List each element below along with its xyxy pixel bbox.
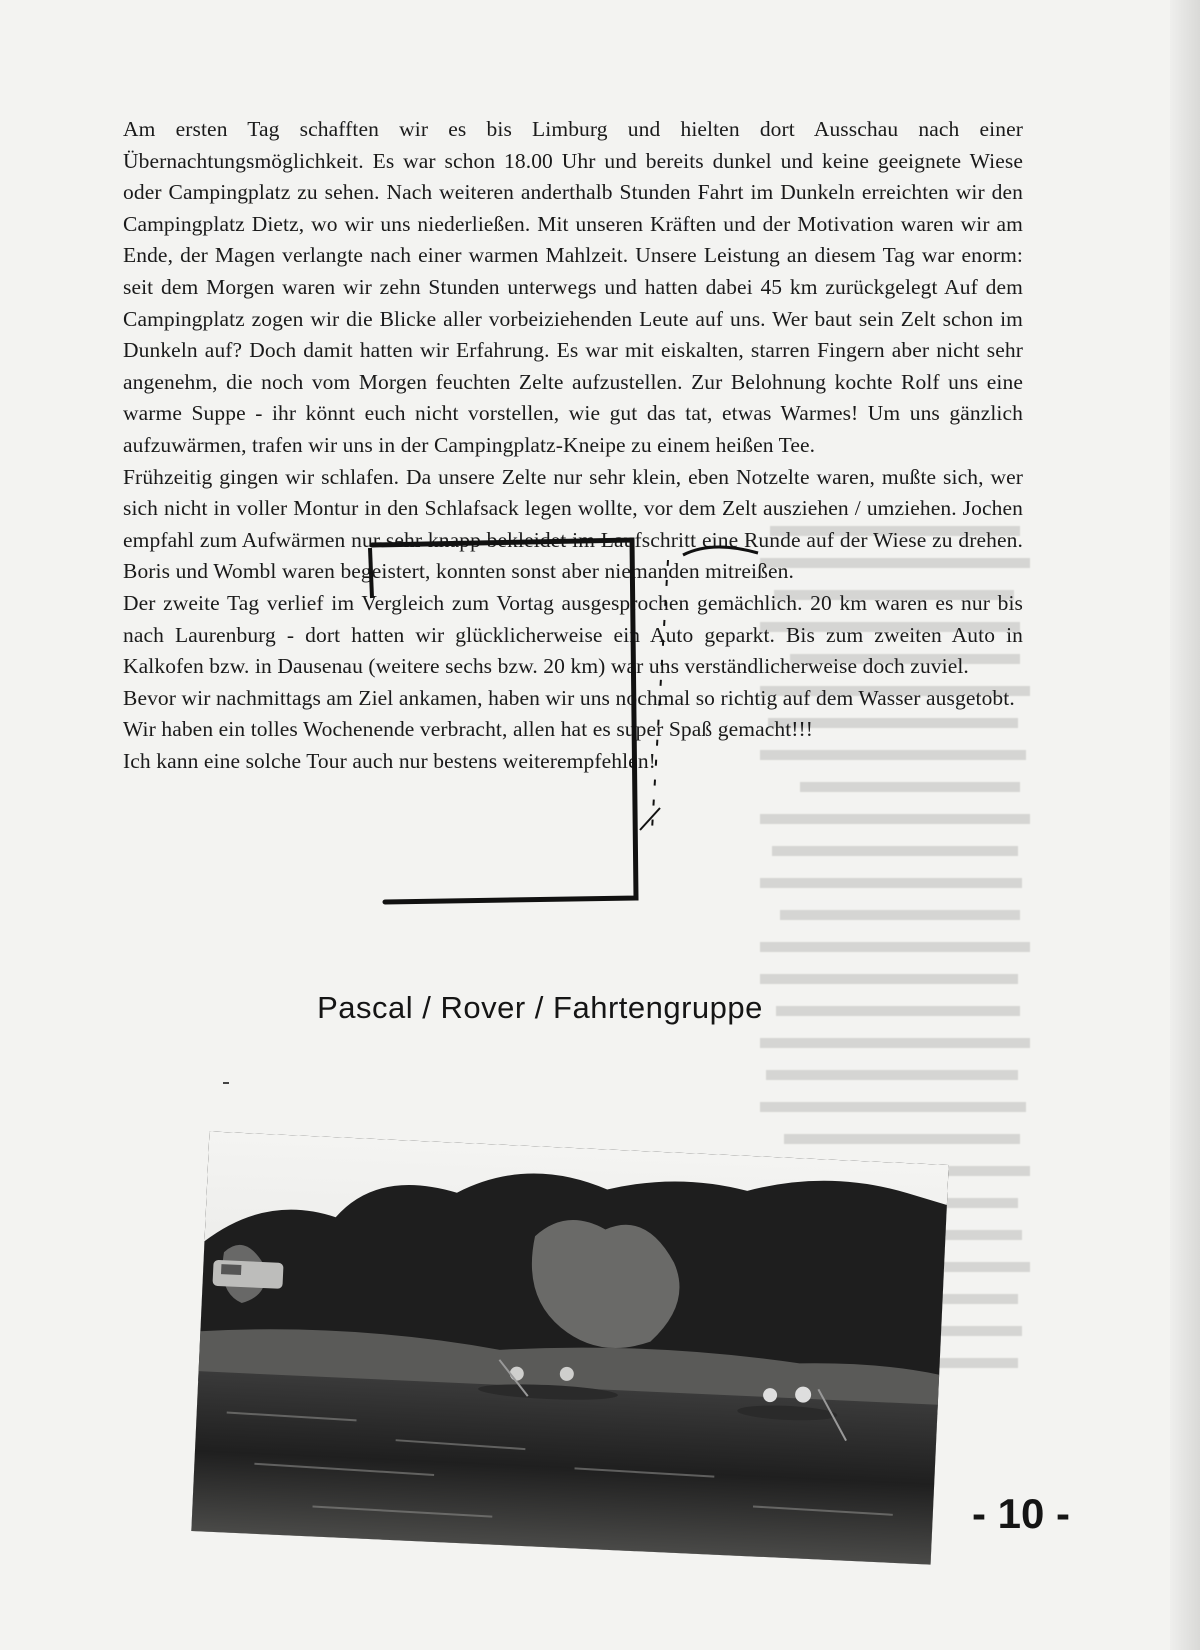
- author-byline: [0, 990, 1200, 1026]
- author-name: Pascal / Rover / Fahrtengruppe: [317, 990, 763, 1025]
- article-paragraph-4: Bevor wir nachmittags am Ziel ankamen, haben wir uns nochmal so richtig auf dem Wasser ausgetobt.: [123, 685, 1015, 710]
- article-paragraph-2: Frühzeitig gingen wir schlafen. Da unsere Zelte nur sehr klein, eben Notzelte waren, mußte sich, wer sich nicht in voller Montur in den Schlafsack legen wollte, vor dem Zelt ausziehen / umziehen. Jochen empfahl zum Aufwärmen nur sehr knapp bekleidet im Laufschritt eine Runde auf der Wiese zu drehen. Boris und Wombl waren begeistert, konnten sonst aber niemanden mitreißen.: [123, 464, 1023, 584]
- page-edge-shadow: [1170, 0, 1200, 1650]
- page-number: - 10 -: [971, 1490, 1070, 1537]
- photo-canoeists-on-river: [191, 1131, 948, 1564]
- article-paragraph-3: Der zweite Tag verlief im Vergleich zum Vortag ausgesprochen gemächlich. 20 km waren es nur bis nach Laurenburg - dort hatten wir glücklicherweise ein Auto geparkt. Bis zum zweiten Auto in Kalkofen bzw. in Dausenau (weitere sechs bzw. 20 km) war uns verständlicherweise doch zuviel.: [123, 590, 1023, 679]
- article-paragraph-6: Ich kann eine solche Tour auch nur bestens weiterempfehlen!: [123, 748, 656, 773]
- article-paragraph-5: Wir haben ein tolles Wochenende verbracht, allen hat es super Spaß gemacht!!!: [123, 717, 814, 742]
- stray-mark: [223, 1082, 229, 1084]
- canoe-photo: [191, 1131, 948, 1564]
- article-body: [123, 114, 1023, 777]
- article-paragraph-1: Am ersten Tag schafften wir es bis Limburg und hielten dort Ausschau nach einer Übernachtungsmöglichkeit. Es war schon 18.00 Uhr und bereits dunkel und keine geeignete Wiese oder Campingplatz zu sehen. Nach weiteren anderthalb Stunden Fahrt im Dunkeln erreichten wir den Campingplatz Dietz, wo wir uns niederließen. Mit unseren Kräften und der Motivation waren wir am Ende, der Magen verlangte nach einer warmen Mahlzeit. Unsere Leistung an diesem Tag war enorm: seit dem Morgen waren wir zehn Stunden unterwegs und hatten dabei 45 km zurückgelegt Auf dem Campingplatz zogen wir die Blicke aller vorbeiziehenden Leute auf uns. Wer baut sein Zelt schon im Dunkeln auf? Doch damit hatten wir Erfahrung. Es war mit eiskalten, starren Fingern aber nicht sehr angenehm, die noch vom Morgen feuchten Zelte aufzustellen. Zur Belohnung kochte Rolf uns eine warme Suppe - ihr könnt euch nicht vorstellen, wie gut das tat, etwas Warmes! Um uns gänzlich aufzuwärmen, trafen wir uns in der Campingplatz-Kneipe zu einem heißen Tee.: [123, 117, 1023, 457]
